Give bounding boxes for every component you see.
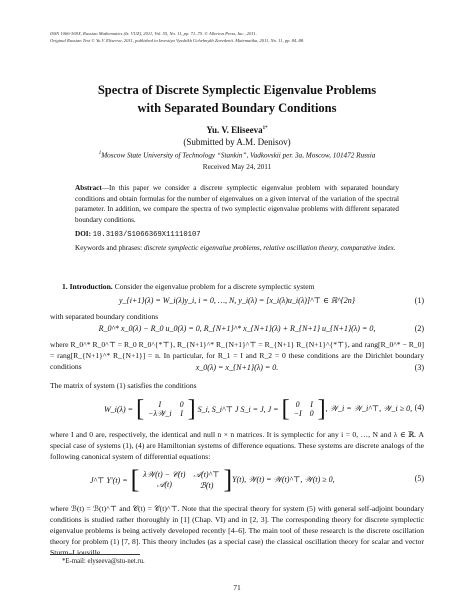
paragraph-after-4: where I and 0 are, respectively, the identical and null n × n matrices. It is symplectic for any i = 0, …, N and λ ∈ ℝ. A special case of systems (1), (4) are Hamiltonian systems of difference equations. These systems are discrete analogs of the following canonical system of differential equations: xyxy=(50,430,424,461)
keywords-text: discrete symplectic eigenvalue problems, relative oscillation theory, comparative index. xyxy=(143,244,396,252)
paragraph-matrix: The matrix of system (1) satisfies the conditions xyxy=(50,381,197,390)
doi-line xyxy=(75,230,201,239)
equation-1 xyxy=(50,296,424,310)
equation-4-number: (4) xyxy=(414,403,424,412)
matrix-cell: 𝒜(t) xyxy=(156,480,172,489)
equation-2-number: (2) xyxy=(414,324,424,333)
equation-4-mid: S_i, S_i^⊤ J S_i = J, J = xyxy=(197,404,279,414)
received-date: Received May 24, 2011 xyxy=(202,163,272,171)
journal-header-line-2: Original Russian Text © Yu.V. Eliseeva, 2011, published in Izvestiya Vysshikh Uchebnykh Zavedenii. Matematika, 2011, No. 11, pp. 84–88. xyxy=(50,38,305,43)
affiliation-mark: 1 xyxy=(98,151,102,156)
doi-label: DOI: xyxy=(75,230,91,238)
abstract-text: —In this paper we consider a discrete symplectic eigenvalue problem with separated boundary conditions and obtain formulas for the number of eigenvalues on a given interval of the variation of the spectral parameter. In addition, we compare the spectra of two symplectic eigenvalue problems with different separated boundary conditions. xyxy=(75,184,399,224)
equation-2 xyxy=(50,324,424,338)
page-number: 71 xyxy=(233,583,241,592)
matrix-cell: −λ𝒲_i xyxy=(148,408,172,418)
equation-1-number: (1) xyxy=(414,296,424,305)
author-mark: 1* xyxy=(262,126,268,131)
equation-5-rhs: Y(t), 𝒲(t) = 𝒲(t)^⊤, 𝒲(t) ≥ 0, xyxy=(232,475,335,484)
equation-3-number: (3) xyxy=(414,363,424,372)
matrix-j xyxy=(290,400,318,418)
matrix-w xyxy=(144,400,187,419)
abstract xyxy=(75,183,399,225)
affiliation-text: Moscow State University of Technology “Stankin”, Vadkovskii per. 3a, Moscow, 101472 Russia xyxy=(101,151,376,160)
matrix-cell: λ𝒲(t) − 𝒞(t) xyxy=(143,470,186,479)
footnote-rule xyxy=(50,554,140,555)
matrix-cell: I xyxy=(180,409,183,418)
matrix-cell: 0 xyxy=(309,409,314,418)
keywords-label: Keywords and phrases: xyxy=(75,244,143,252)
matrix-cell: 0 xyxy=(295,400,300,409)
affiliation xyxy=(0,151,474,159)
equation-5-number: (5) xyxy=(414,474,424,483)
journal-header-line-1: ISSN 1066-369X, Russian Mathematics (Iz. VUZ), 2011, Vol. 55, No. 11, pp. 71–75. © Allerton Press, Inc., 2011. xyxy=(50,31,257,36)
equation-5-body: J^⊤ Y′(t) = [ λ𝒲(t) − 𝒞(t) 𝒜(t)^⊤ 𝒜(t) ℬ(t) ] Y(t), 𝒲(t) = 𝒲(t)^⊤, 𝒲(t) ≥ 0, xyxy=(90,465,335,494)
intro-text: Consider the eigenvalue problem for a discrete symplectic system xyxy=(114,282,315,291)
matrix-cell: 0 xyxy=(179,399,184,409)
matrix-cell: ℬ(t) xyxy=(199,480,214,490)
abstract-label: Abstract xyxy=(75,184,102,192)
doi-value: 10.3103/S1066369X11110107 xyxy=(92,231,201,239)
footnote: *E-mail: elyseeva@stu-net.ru. xyxy=(62,558,145,565)
equation-4 xyxy=(50,394,424,424)
paragraph-where: where R_0^* R_0^⊤ = R_0 R_0^{*⊤}, R_{N+1}^* R_{N+1}^⊤ = R_{N+1} R_{N+1}^{*⊤}, and rang[R_0^* − R_0] = rang[R_{N+1}^* R_{N+1}] = n. In particular, for R_1 = I and R_2 = 0 these conditions are the Dirichlet boundary conditions xyxy=(50,340,424,371)
intro-paragraph xyxy=(62,281,424,292)
paper-title-line-2: with Separated Boundary Conditions xyxy=(137,101,337,115)
matrix-cell: I xyxy=(310,400,313,409)
equation-5 xyxy=(50,463,424,497)
equation-2-body: R_0^* x_0(λ) − R_0 u_0(λ) = 0, R_{N+1}^* x_{N+1}(λ) + R_{N+1} u_{N+1}(λ) = 0, xyxy=(98,324,376,333)
matrix-cell: −I xyxy=(293,409,302,418)
matrix-cell: I xyxy=(158,399,162,409)
equation-4-rhs: , 𝒲_i = 𝒲_i^⊤, 𝒲_i ≥ 0, xyxy=(325,404,413,413)
equation-3-body: x_0(λ) = x_{N+1}(λ) = 0. xyxy=(195,363,279,372)
paper-title-line-1: Spectra of Discrete Symplectic Eigenvalue Problems xyxy=(97,83,377,97)
equation-3 xyxy=(50,363,424,377)
matrix-canonical xyxy=(139,470,223,490)
matrix-cell: 𝒜(t)^⊤ xyxy=(193,470,220,479)
paragraph-final: where ℬ(t) = ℬ(t)^⊤ and 𝒞(t) = 𝒞(t)^⊤. Note that the spectral theory for system (5) with general self-adjoint boundary conditions is studied rather thoroughly in [1] (Chap. VI) and in [2, 3]. The corresponding theory for discrete symplectic eigenvalue problems is being actively developed recently [4–6]. The main tool of these research is the discrete oscillation theory for problem (1) [7, 8]. This theory includes (as a special case) the classical oscillation theory for scalar and vector Sturm–Liouville xyxy=(50,504,424,557)
submitted-by: (Submitted by A.M. Denisov) xyxy=(183,137,291,147)
equation-5-lhs: J^⊤ Y′(t) = xyxy=(90,475,128,485)
paragraph-bc: with separated boundary conditions xyxy=(50,312,159,321)
section-heading: 1. Introduction. xyxy=(62,282,113,291)
equation-4-body: W_i(λ) = [ I 0 −λ𝒲_i I ] S_i, S_i^⊤ J S_i = J, J = [ 0 I −I 0 ] , 𝒲_i = 𝒲_i^⊤, 𝒲_i ≥ 0, xyxy=(104,395,413,422)
equation-1-body: y_{i+1}(λ) = W_i(λ)y_i, i = 0, …, N, y_i(λ) = [x_i(λ)u_i(λ)]^⊤ ∈ ℝ^{2n} xyxy=(119,296,355,305)
author-name: Yu. V. Eliseeva xyxy=(206,125,263,135)
author-line xyxy=(0,125,474,135)
equation-4-lhs: W_i(λ) = xyxy=(104,404,134,414)
keywords xyxy=(75,243,399,254)
